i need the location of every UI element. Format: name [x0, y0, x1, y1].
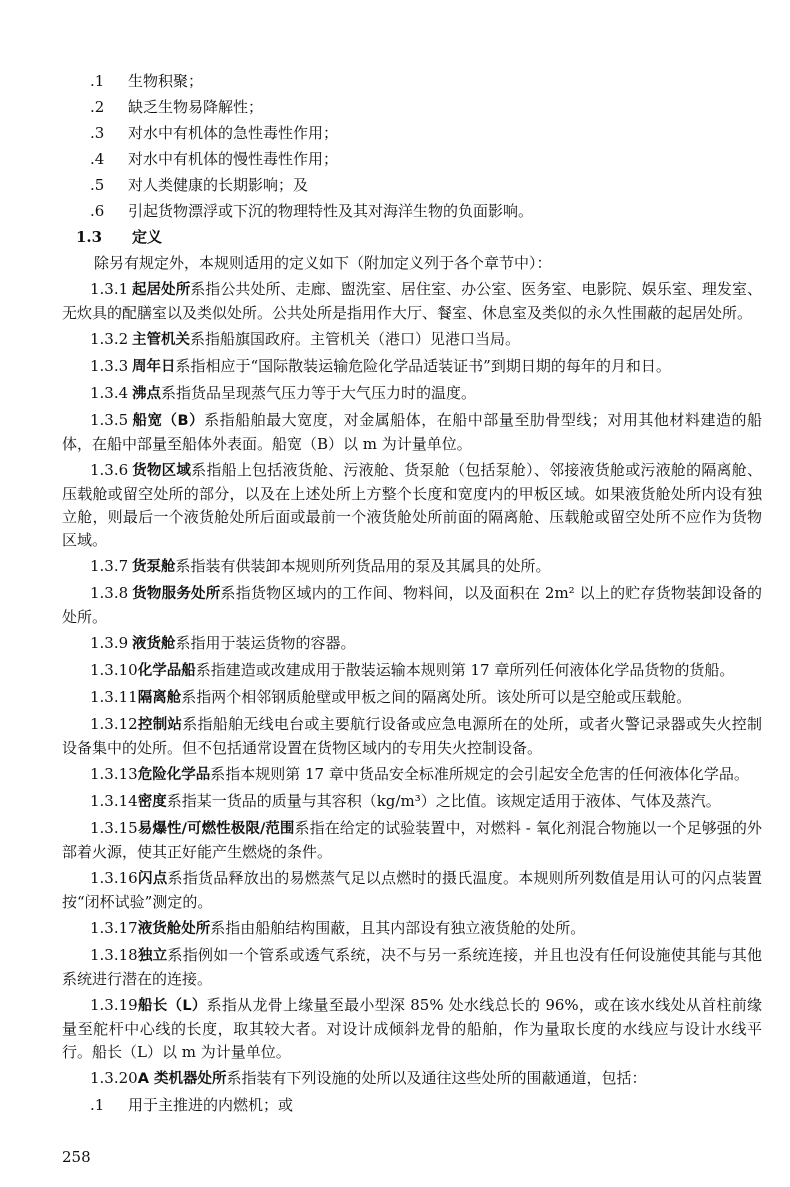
definition-number: 1.3.11: [90, 688, 138, 706]
definition-number: 1.3.10: [90, 661, 138, 679]
definition-term: 独立: [137, 948, 168, 964]
definition-term: A 类机器处所: [137, 1071, 227, 1087]
definition-text: 系指货物区域内的工作间、物料间，以及面积在 2m² 以上的贮存货物装卸设备的处所。: [62, 584, 762, 626]
definition-number: 1.3.17: [90, 919, 138, 937]
definition-paragraph: [62, 713, 762, 760]
definition-text: 系指船舶无线电台或主要航行设备或应急电源所在的处所，或者火警记录器或失火控制设备集中的处所。但不包括通常设置在货物区域内的专用失火控制设备。: [62, 715, 763, 757]
list-item: [62, 174, 762, 197]
list-item-number: .5: [90, 176, 105, 194]
definition-paragraph: [62, 944, 762, 991]
definition-number: 1.3.20: [90, 1069, 138, 1087]
definition-paragraph: [62, 659, 762, 683]
definition-list: [62, 278, 762, 1091]
list-item-number: .1: [90, 1096, 105, 1114]
bullet-list-top: [62, 70, 762, 223]
definition-term: 货物区域: [132, 463, 192, 479]
definition-text: 系指用于装运货物的容器。: [175, 634, 356, 652]
definition-text: 系指由船舶结构围蔽，且其内部设有独立液货舱的处所。: [210, 919, 586, 937]
definition-number: 1.3.8: [90, 584, 129, 602]
list-item-number: .1: [90, 72, 105, 90]
definition-paragraph: [62, 328, 762, 352]
definition-paragraph: [62, 382, 762, 406]
list-item-text: 用于主推进的内燃机；或: [128, 1096, 294, 1114]
definition-number: 1.3.19: [90, 996, 138, 1014]
definition-number: 1.3.18: [90, 946, 138, 964]
definition-paragraph: [62, 817, 762, 864]
definition-text: 系指从龙骨上缘量至最小型深 85% 处水线总长的 96%，或在该水线处从首柱前缘量至舵杆中心线的长度，取其较大者。对设计成倾斜龙骨的船舶，作为量取长度的水线应与设计水线平行。船长（L）以 m 为计量单位。: [62, 996, 762, 1061]
list-item-number: .3: [90, 124, 105, 142]
definition-text: 系指相应于“国际散装运输危险化学品适装证书”到期日期的每年的月和日。: [175, 357, 671, 375]
list-item-number: .4: [90, 150, 105, 168]
list-item-text: 对人类健康的长期影响；及: [128, 176, 309, 194]
definition-number: 1.3.2: [90, 330, 129, 348]
section-title: 定义: [132, 228, 163, 246]
definition-paragraph: [62, 582, 762, 629]
intro-paragraph: 除另有规定外，本规则适用的定义如下（附加定义列于各个章节中）：: [94, 254, 552, 272]
definition-term: 密度: [137, 794, 167, 810]
definition-number: 1.3.15: [90, 819, 138, 837]
list-item: [62, 96, 762, 119]
definition-paragraph: [62, 278, 762, 325]
page-body: [62, 70, 762, 1120]
definition-number: 1.3.7: [90, 557, 129, 575]
definition-term: 危险化学品: [137, 767, 211, 783]
page-number: 258: [62, 1148, 91, 1166]
definition-text: 系指某一货品的质量与其容积（kg/m³）之比值。该规定适用于液体、气体及蒸汽。: [166, 792, 721, 810]
definition-term: 控制站: [137, 717, 183, 733]
definition-text: 系指货品释放出的易燃蒸气足以点燃时的摄氏温度。本规则所列数值是用认可的闪点装置按“闭杯试验”测定的。: [62, 869, 763, 911]
list-item-number: .2: [90, 98, 105, 116]
definition-paragraph: [62, 555, 762, 579]
list-item: [62, 148, 762, 171]
definition-text: 系指装有下列设施的处所以及通往这些处所的围蔽通道，包括：: [226, 1069, 647, 1087]
definition-term: 液货舱: [132, 636, 176, 652]
definition-term: 沸点: [132, 386, 161, 402]
definition-paragraph: [62, 763, 762, 787]
definition-text: 系指公共处所、走廊、盥洗室、居住室、办公室、医务室、电影院、娱乐室、理发室、无炊具的配膳室以及类似处所。公共处所是指用作大厅、餐室、休息室及类似的永久性围蔽的起居处所。: [62, 280, 763, 322]
definition-text: 系指货品呈现蒸气压力等于大气压力时的温度。: [161, 384, 477, 402]
list-item-text: 缺乏生物易降解性；: [128, 98, 264, 116]
definition-text: 系指例如一个管系或透气系统，决不与另一系统连接，并且也没有任何设施使其能与其他系统进行潜在的连接。: [62, 946, 763, 988]
definition-term: 主管机关: [132, 332, 190, 348]
definition-term: 易爆性/可燃性极限/范围: [137, 821, 295, 837]
definition-text: 系指建造或改建成用于散装运输本规则第 17 章所列任何液体化学品货物的货船。: [195, 661, 735, 679]
definition-number: 1.3.5: [90, 411, 129, 429]
list-item-text: 引起货物漂浮或下沉的物理特性及其对海洋生物的负面影响。: [128, 202, 534, 220]
definition-term: 起居处所: [132, 282, 191, 298]
definition-number: 1.3.4: [90, 384, 129, 402]
definition-term: 液货舱处所: [137, 921, 211, 937]
list-item: [62, 122, 762, 145]
bullet-list-bottom: [62, 1094, 762, 1117]
list-item: [62, 200, 762, 223]
definition-term: 闪点: [137, 871, 168, 887]
definition-text: 系指船舶最大宽度，对金属船体，在船中部量至肋骨型线；对用其他材料建造的船体，在船中部量至船体外表面。船宽（B）以 m 为计量单位。: [62, 411, 762, 453]
list-item-text: 生物积聚；: [128, 72, 204, 90]
definition-paragraph: [62, 459, 762, 552]
definition-paragraph: [62, 409, 762, 456]
definition-term: 货物服务处所: [132, 586, 221, 602]
definition-term: 船宽（B）: [132, 413, 205, 429]
definition-paragraph: [62, 686, 762, 710]
list-item: [62, 1094, 762, 1117]
definition-number: 1.3.3: [90, 357, 129, 375]
definition-term: 船长（L）: [137, 998, 207, 1014]
section-number: 1.3: [76, 228, 103, 246]
definition-term: 周年日: [132, 359, 176, 375]
definition-paragraph: [62, 790, 762, 814]
list-item-number: .6: [90, 202, 105, 220]
definition-number: 1.3.16: [90, 869, 138, 887]
definition-text: 系指船旗国政府。主管机关（港口）见港口当局。: [190, 330, 521, 348]
definition-paragraph: [62, 867, 762, 914]
definition-number: 1.3.12: [90, 715, 138, 733]
definition-term: 货泵舱: [132, 559, 176, 575]
definition-paragraph: [62, 355, 762, 379]
definition-number: 1.3.1: [90, 280, 129, 298]
definition-number: 1.3.9: [90, 634, 129, 652]
definition-paragraph: [62, 632, 762, 656]
list-item-text: 对水中有机体的急性毒性作用；: [128, 124, 339, 142]
definition-text: 系指装有供装卸本规则所列货品用的泵及其属具的处所。: [175, 557, 551, 575]
definition-paragraph: [62, 917, 762, 941]
definition-term: 化学品船: [137, 663, 196, 679]
definition-paragraph: [62, 1067, 762, 1091]
list-item-text: 对水中有机体的慢性毒性作用；: [128, 150, 339, 168]
definition-paragraph: [62, 994, 762, 1064]
definition-term: 隔离舱: [137, 690, 182, 706]
definition-text: 系指两个相邻钢质舱壁或甲板之间的隔离处所。该处所可以是空舱或压载舱。: [181, 688, 692, 706]
definition-number: 1.3.13: [90, 765, 138, 783]
definition-text: 系指在给定的试验装置中，对燃料 - 氧化剂混合物施以一个足够强的外部着火源，使其正好能产生燃烧的条件。: [62, 819, 762, 861]
list-item: [62, 70, 762, 93]
definition-number: 1.3.6: [90, 461, 129, 479]
definition-text: 系指船上包括液货舱、污液舱、货泵舱（包括泵舱）、邻接液货舱或污液舱的隔离舱、压载舱或留空处所的部分，以及在上述处所上方整个长度和宽度内的甲板区域。如果液货舱处所内设有独立舱，则最后一个液货舱处所后面或最前一个液货舱处所前面的隔离舱、压载舱或留空处所不应作为货物区域。: [62, 461, 762, 549]
section-heading: [62, 226, 762, 249]
definition-number: 1.3.14: [90, 792, 138, 810]
definition-text: 系指本规则第 17 章中货品安全标准所规定的会引起安全危害的任何液体化学品。: [210, 765, 749, 783]
